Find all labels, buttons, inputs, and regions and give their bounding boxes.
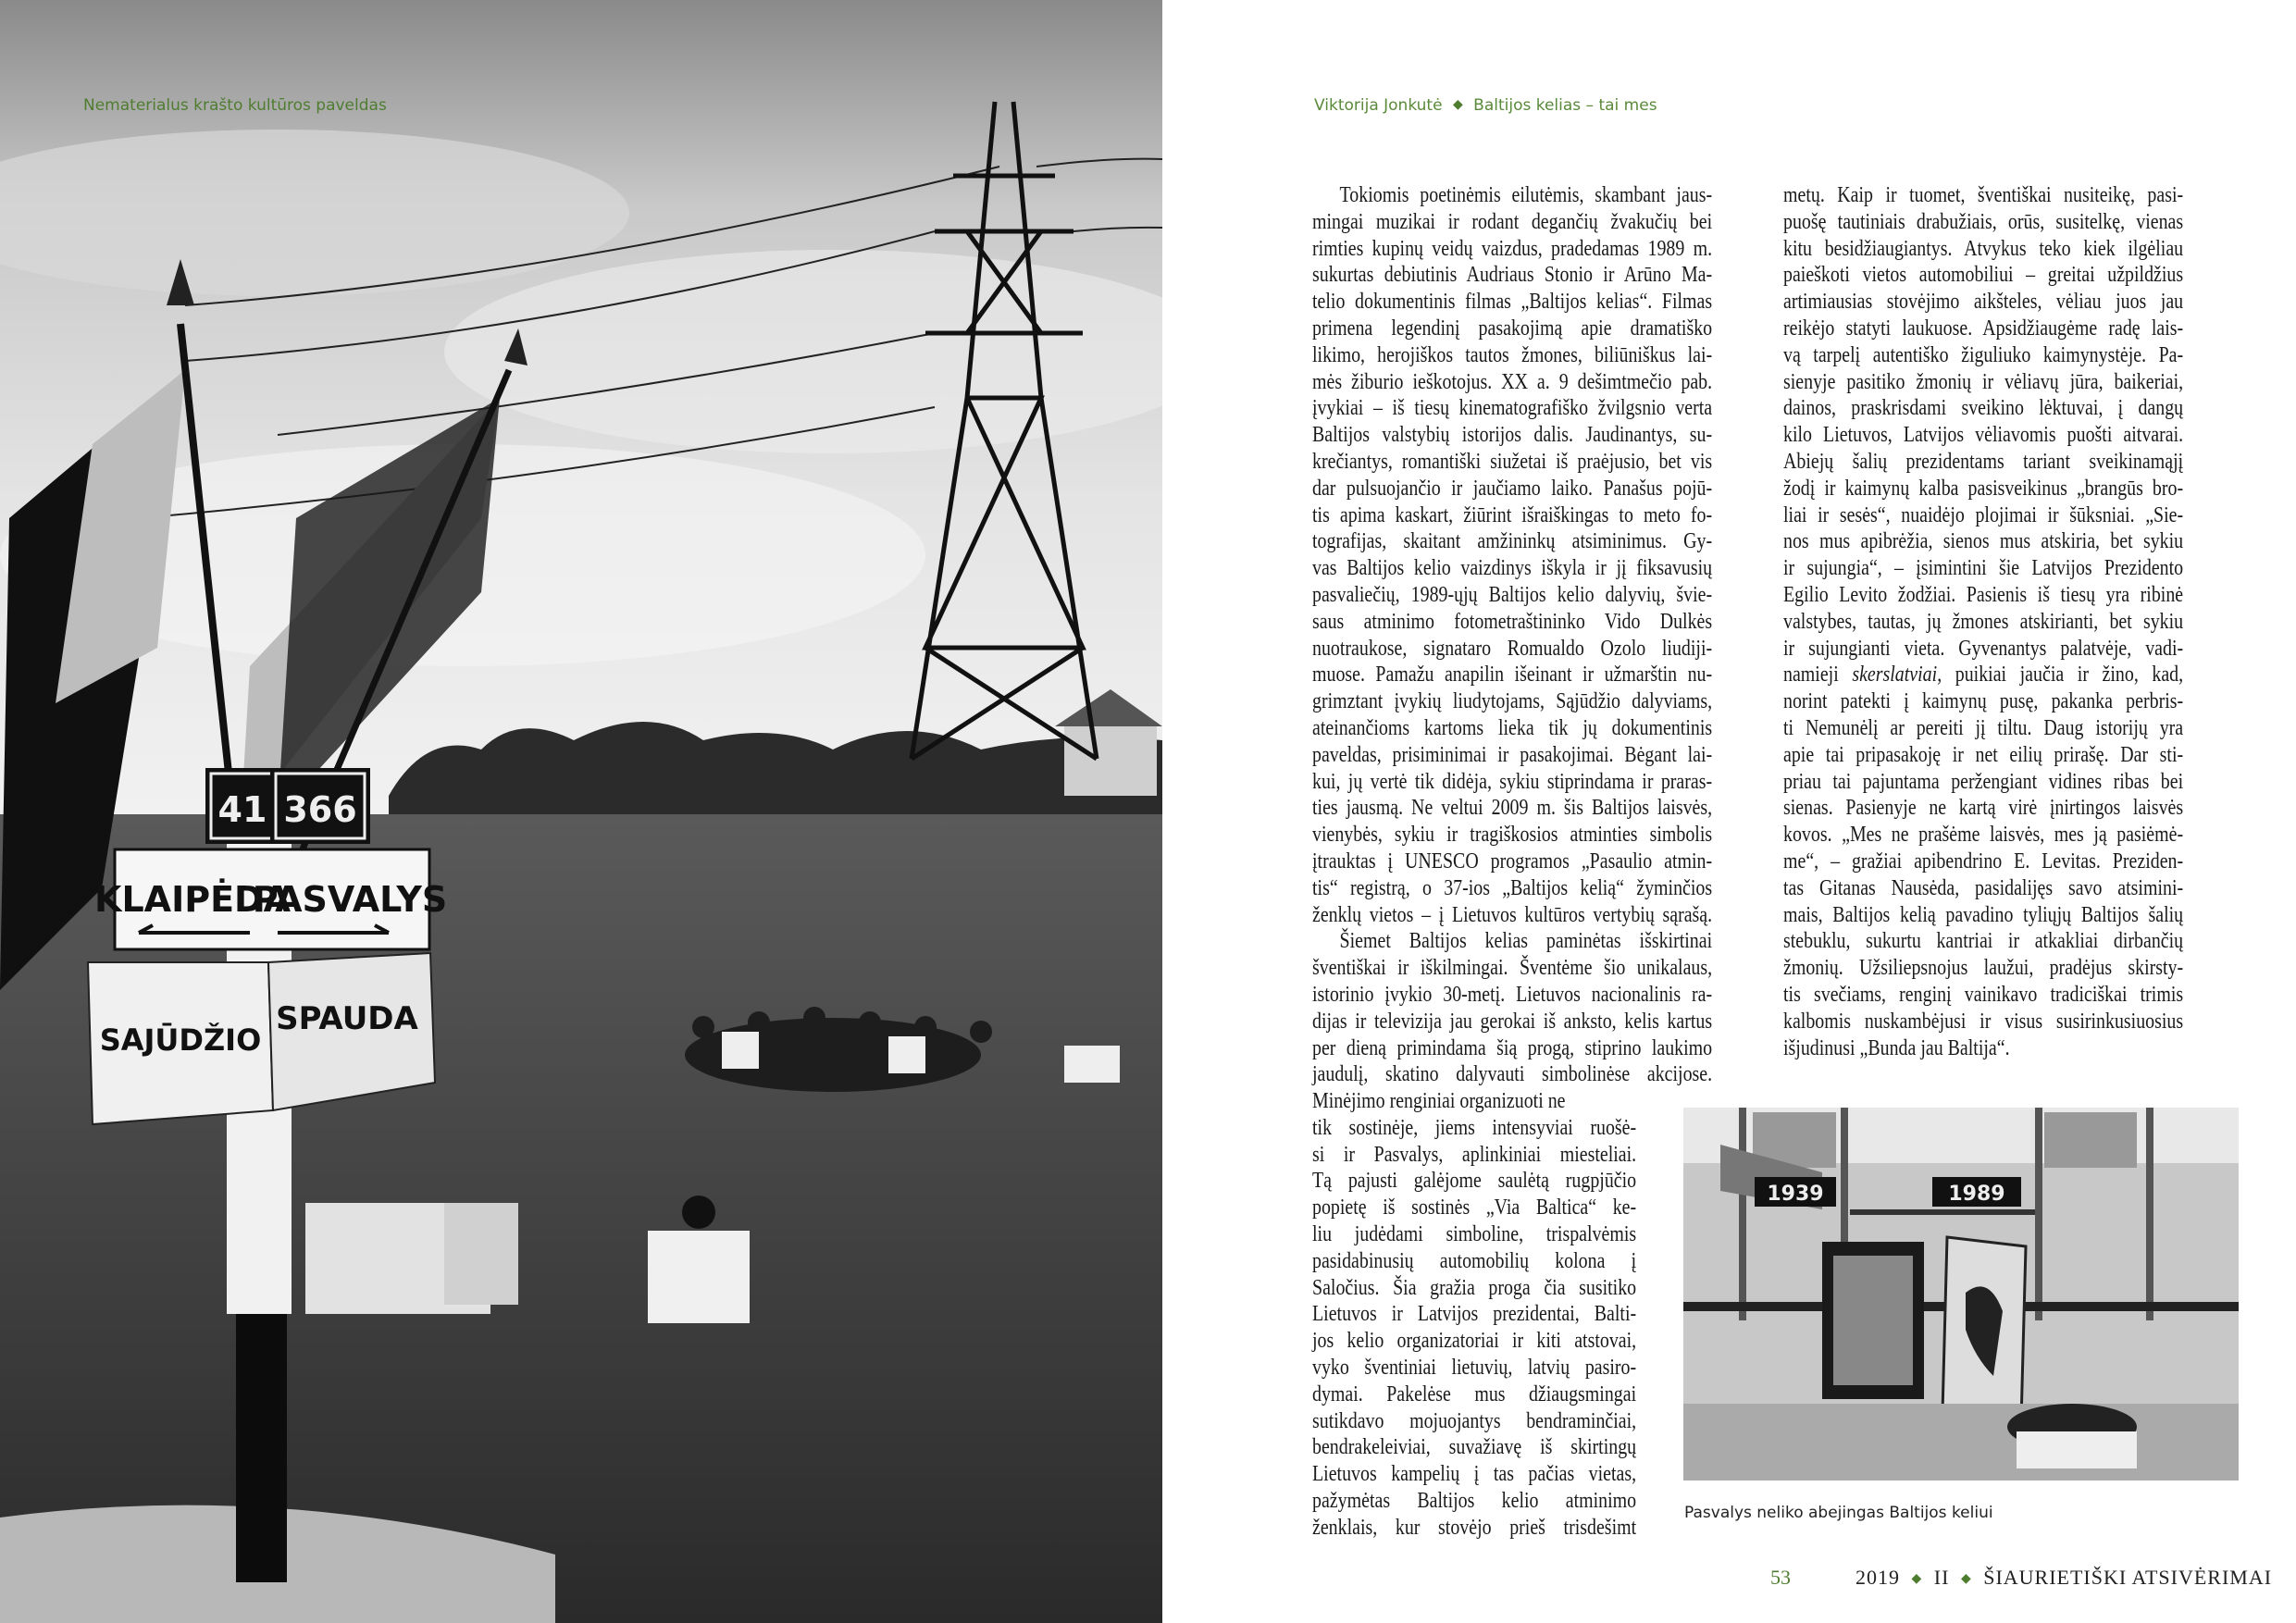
text-line: priau tai pajuntama peržengiant vidines ribas bei (1783, 768, 2184, 794)
sign-1939: 1939 (1767, 1183, 1824, 1206)
text-line: tis apima kaskart, žiūrint išraiškingas to meto fo- (1312, 502, 1713, 527)
text-line: me“, – gražiai apibendrino E. Levitas. Preziden- (1783, 848, 2184, 873)
running-head-right (1314, 96, 1657, 115)
text-line: ti Nemunėlį ar pereiti jį tiltu. Daug istorijų yra (1783, 714, 2184, 740)
page-number: 53 (1770, 1566, 1791, 1589)
footer-journal-name: ŠIAURIETIŠKI ATSIVĖRIMAI (1983, 1566, 2273, 1589)
text-line: Tokiomis poetinėmis eilutėmis, skambant jaus- (1339, 182, 1713, 207)
text-column-2 (1783, 182, 2183, 1061)
text-line: norint patekti į kaimynų pusę, pakanka perbris- (1783, 688, 2184, 714)
text-line: rimties kupinų veidų vaizdus, pradedamas 1989 m. (1312, 235, 1713, 261)
text-line: valstybes, tautas, jų žmones atskirianti, bet sykiu (1783, 608, 2184, 634)
text-line: įtrauktas į UNESCO programos „Pasaulio atmin- (1312, 848, 1713, 873)
article-title: Baltijos kelias – tai mes (1473, 96, 1657, 115)
text-line: kui, jų vertė tik didėja, sykiu stiprindama ir praras- (1312, 768, 1713, 794)
text-line: Abiejų šalių prezidentams tariant sveikinamąjį (1783, 448, 2184, 474)
pasvalys-photo (1683, 1108, 2239, 1481)
text-line: Egilio Levito žodžiai. Pasienis iš tiesų yra ribinė (1783, 581, 2184, 607)
road-sign-366: 366 (283, 789, 357, 830)
text-line: Lietuvos ir Latvijos prezidentai, Balti- (1312, 1301, 1637, 1327)
text-line: jos kelio organizatoriai ir kiti atstovai, (1312, 1328, 1637, 1354)
text-line: sutikdavo mojuojantys bendraminčiai, (1312, 1407, 1637, 1433)
text-line: paveldas, prisiminimai ir pasakojimai. Bėgant lai- (1312, 741, 1713, 767)
text-line: mės žiburio ieškotojus. XX a. 9 dešimtmečio pab. (1312, 368, 1713, 394)
sign-klaipeda: KLAIPĖDA (94, 879, 291, 920)
text-line: vyko šventiniai lietuvių, latvių pasiro- (1312, 1355, 1637, 1381)
text-line: dijas ir televizija jau gerokai iš anksto, kelis kartus (1312, 1008, 1713, 1034)
text-line: apie tai pripasakoję ir net eilių prirašę. Dar sti- (1783, 741, 2184, 767)
text-line: istorinio įvykio 30-metį. Lietuvos nacionalinis ra- (1312, 981, 1713, 1007)
text-line: pasidabinusių automobilių kolona į (1312, 1247, 1637, 1273)
text-line: pažymėtas Baltijos kelio atminimo (1312, 1488, 1637, 1514)
text-line: si ir Pasvalys, aplinkiniai miesteliai. (1312, 1141, 1637, 1167)
diamond-separator-icon: ◆ (1911, 1572, 1923, 1586)
text-line: žmonių. Užsiliepsnojus laužui, pradėjus skirsty- (1783, 955, 2184, 981)
text-line: reikėjo statyti laukuose. Apsidžiaugėme radę lais- (1783, 315, 2184, 341)
text-line: tas Gitanas Nausėda, pasidalijęs savo atsimini- (1783, 874, 2184, 900)
text-line: saus atminimo fotometraštininko Vido Dulkės (1312, 608, 1713, 634)
text-line: liai ir sesės“, nuaidėjo plojimai ir šūksniai. „Sie- (1783, 502, 2184, 527)
text-line: sienyje pasitiko žmonių ir vėliavų jūra, baikeriai, (1783, 368, 2184, 394)
text-column-1 (1312, 182, 1712, 1542)
author-name: Viktorija Jonkutė (1314, 96, 1443, 115)
photo-caption: Pasvalys neliko abejingas Baltijos keliui (1684, 1504, 1993, 1522)
text-line: tis“ registrą, o 37-ios „Baltijos kelią“ žyminčios (1312, 874, 1713, 900)
text-line: dar pulsuojančio ir jaučiamo laiko. Panašus pojū- (1312, 475, 1713, 501)
sign-1989: 1989 (1948, 1183, 2005, 1206)
diamond-separator-icon: ◆ (1960, 1572, 1972, 1586)
diamond-separator-icon: ◆ (1452, 97, 1463, 112)
text-line: įvykiai – iš tiesų kinematografiško žvilgsnio verta (1312, 395, 1713, 421)
text-line: pasvaliečių, 1989-ųjų Baltijos kelio dalyvių, švie- (1312, 581, 1713, 607)
text-line: ties jausmą. Ne veltui 2009 m. šis Baltijos laisvės, (1312, 795, 1713, 821)
text-line: išjudinusi „Bunda jau Baltija“. (1783, 1035, 2010, 1060)
text-line: jaudulį, skatino dalyvauti simbolinėse akcijose. (1312, 1061, 1713, 1087)
text-line: šventiškai ir iškilmingai. Šventėme šio unikalaus, (1312, 955, 1713, 981)
text-line: Minėjimo renginiai organizuoti ne (1312, 1088, 1566, 1114)
text-line: per dieną primindama šią progą, stiprino laukimo (1312, 1035, 1713, 1060)
text-line: ir sujungia“, – įsimintini šie Latvijos Prezidento (1783, 555, 2184, 581)
text-line: Baltijos valstybių istorijos dalis. Jaudinantys, su- (1312, 422, 1713, 448)
banner-spauda: SPAUDA (276, 1000, 418, 1037)
text-line: Lietuvos kampelių į tas pačias vietas, (1312, 1461, 1637, 1487)
text-line: grimztant įvykių liudytojams, Sąjūdžio dalyviams, (1312, 688, 1713, 714)
text-line: telio dokumentinis filmas „Baltijos kelias“. Filmas (1312, 289, 1713, 315)
text-line: likimo, herojiškos tautos žmones, biliūniškus lai- (1312, 341, 1713, 367)
text-line: tografijas, skaitant amžininkų atsiminimus. Gy- (1312, 528, 1713, 554)
text-line: sienas. Pasienyje ne kartą virė įnirtingos laisvės (1783, 795, 2184, 821)
text-line: paieškoti vietos automobiliui – greitai užpildžius (1783, 262, 2184, 288)
italic-term: skerslatviai (1852, 662, 1938, 688)
text-line: Saločius. Šia gražia proga čia susitiko (1312, 1274, 1637, 1300)
text-line: kilo Lietuvos, Latvijos vėliavomis puošti aitvarai. (1783, 422, 2184, 448)
footer-issue: II (1933, 1566, 1950, 1589)
sign-pasvalys: PASVALYS (252, 879, 448, 920)
text-line: mais, Baltijos kelią pavadino tyliųjų Baltijos šalių (1783, 901, 2184, 927)
banner-sajudzio: SAJŪDŽIO (99, 1022, 262, 1058)
text-line: primena legendinį pasakojimą apie dramatiško (1312, 315, 1713, 341)
text-line: Tą pajusti galėjome saulėtą rugpjūčio (1312, 1168, 1637, 1194)
text-line: puošę tautiniais drabužiais, orūs, susitelkę, vienas (1783, 208, 2184, 234)
text-line: kovos. „Mes ne prašėme laisvės, mes ją pasiėmė- (1783, 822, 2184, 848)
running-head-left: Nematerialus krašto kultūros paveldas (83, 96, 387, 115)
journal-footer (1855, 1566, 2272, 1590)
text-line: bendrakeleiviai, suvažiavę iš skirtingų (1312, 1434, 1637, 1460)
text-line (1783, 662, 2183, 688)
text-line: liu judėdami simboline, trispalvėmis (1312, 1221, 1637, 1247)
text-line: metų. Kaip ir tuomet, šventiškai nusiteikę, pasi- (1783, 182, 2184, 207)
text-line: dymai. Pakelėse mus džiaugsmingai (1312, 1381, 1637, 1406)
text-line: tik sostinėje, jiems intensyviai ruošė- (1312, 1114, 1637, 1140)
text-line: kitu besidžiaugiantys. Atvykus teko kiek ilgėliau (1783, 235, 2184, 261)
text-line: vas Baltijos kelio vaizdinys iškyla ir jį fiksavusių (1312, 555, 1713, 581)
text-line: mingai muzikai ir rodant degančių žvakučių bei (1312, 208, 1713, 234)
text-line: sukurtas debiutinis Audriaus Stonio ir Arūno Ma- (1312, 262, 1713, 288)
text-segment: , puikiai jaučia ir žino, kad, (1937, 662, 2184, 688)
text-line: ženklais, kur stovėjo prieš trisdešimt (1312, 1514, 1637, 1540)
text-segment: namieji (1783, 662, 1853, 688)
text-line: krečiantys, romantiški siužetai iš praėjusio, bet vis (1312, 448, 1713, 474)
text-line: nuotraukose, signataro Romualdo Ozolo liudiji- (1312, 635, 1713, 661)
text-line: ir sujungianti vieta. Gyvenantys palatvėje, vadi- (1783, 635, 2184, 661)
text-line: nos mus apibrėžia, sienos mus atskiria, bet sykiu (1783, 528, 2184, 554)
text-line: vą tarpelį autentiško žiguliuko kaimynystėje. Pa- (1783, 341, 2184, 367)
building-with-signs-photo (1683, 1108, 2239, 1481)
text-line: popietę iš sostinės „Via Baltica“ ke- (1312, 1195, 1637, 1220)
road-sign-41: 41 (217, 789, 267, 830)
footer-year: 2019 (1855, 1566, 1900, 1589)
text-line: ženklų vietos – į Lietuvos kultūros vertybių sąrašą. (1312, 901, 1713, 927)
text-line: ateinančioms kartoms lieka tik jų dokumentinis (1312, 714, 1713, 740)
text-line: stebuklu, sukurtu kantriai ir atkakliai dirbančių (1783, 928, 2184, 954)
text-line: vienybės, sykiu ir tragiškosios atminties simbolis (1312, 822, 1713, 848)
text-line: žodį ir kaimynų kalba pasisveikinus „brangūs bro- (1783, 475, 2184, 501)
text-line: dainos, praskrisdami sveikino lėktuvai, į dangų (1783, 395, 2184, 421)
text-line: muose. Pamažu anapilin išeinant ir užmarštin nu- (1312, 662, 1713, 688)
text-line: Šiemet Baltijos kelias paminėtas išskirtinai (1339, 928, 1713, 954)
text-line: tis svečiams, renginį vainikavo tradiciškai trimis (1783, 981, 2184, 1007)
text-line: kalbomis nuskambėjusi ir visus susirinkusiuosius (1783, 1008, 2184, 1034)
text-line: artimiausias stovėjimo aikšteles, vėliau juos jau (1783, 289, 2184, 315)
